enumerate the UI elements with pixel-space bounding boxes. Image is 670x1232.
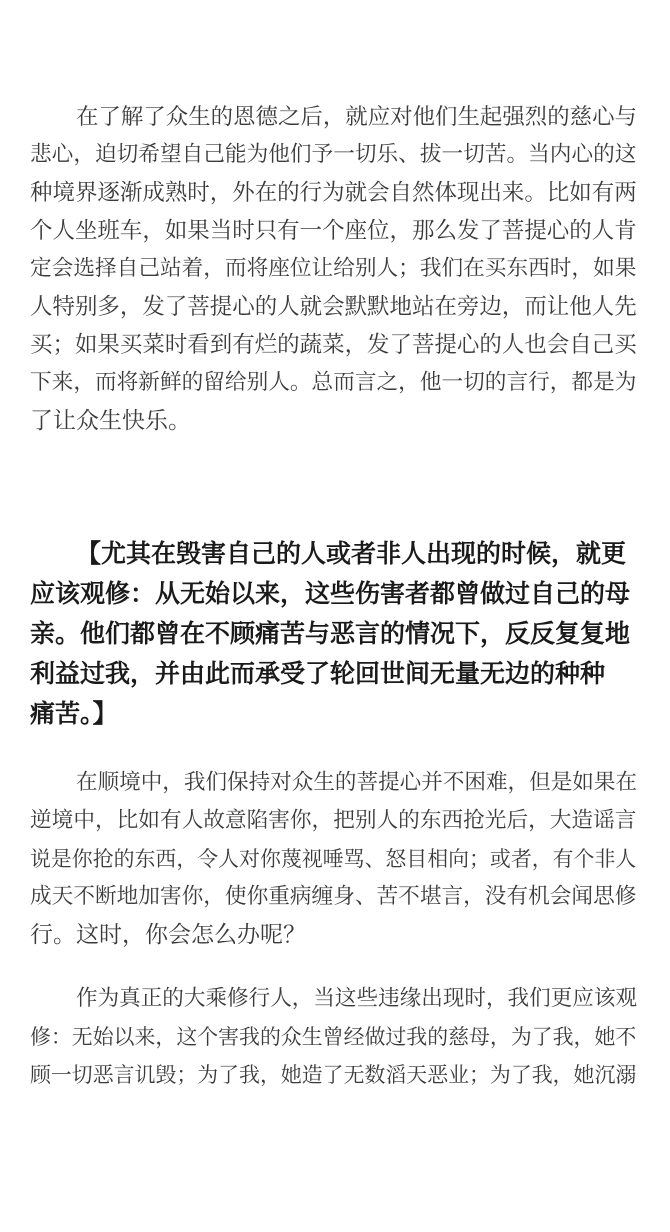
text-line: 成天不断地加害你，使你重病缠身、苦不堪言，没有机会闻思修 xyxy=(30,884,637,909)
text-line: 悲心，迫切希望自己能为他们予一切乐、拔一切苦。当内心的这 xyxy=(30,142,637,167)
quote-line: 利益过我，并由此而承受了轮回世间无量无边的种种 xyxy=(30,659,606,688)
text-line: 在顺境中，我们保持对众生的菩提心并不困难，但是如果在 xyxy=(76,770,638,795)
text-line: 逆境中，比如有人故意陷害你，把别人的东西抢光后，大造谣言 xyxy=(30,808,637,833)
paragraph-3 xyxy=(30,980,640,1094)
text-line: 种境界逐渐成熟时，外在的行为就会自然体现出来。比如有两 xyxy=(30,180,637,206)
quote-line: 应该观修：从无始以来，这些伤害者都曾做过自己的母 xyxy=(30,579,631,608)
text-line: 了让众生快乐。 xyxy=(30,408,191,434)
quote-line: 【尤其在毁害自己的人或者非人出现的时候，就更 xyxy=(76,539,627,568)
quote-line: 亲。他们都曾在不顾痛苦与恶言的情况下，反反复复地 xyxy=(30,619,631,648)
text-line: 顾一切恶言讥毁；为了我，她造了无数滔天恶业；为了我，她沉溺 xyxy=(30,1063,637,1087)
text-line: 说是你抢的东西，令人对你蔑视唾骂、怒目相向；或者，有个非人 xyxy=(30,847,637,871)
text-line: 作为真正的大乘修行人，当这些违缘出现时，我们更应该观 xyxy=(76,986,638,1011)
paragraph-1 xyxy=(30,98,640,440)
text-line: 下来，而将新鲜的留给别人。总而言之，他一切的言行，都是为 xyxy=(30,370,637,395)
bold-quote-root-text xyxy=(30,534,640,734)
text-line: 行。这时，你会怎么办呢？ xyxy=(30,922,306,948)
text-line: 定会选择自己站着，而将座位让给别人；我们在买东西时，如果 xyxy=(30,256,637,281)
text-line: 修：无始以来，这个害我的众生曾经做过我的慈母，为了我，她不 xyxy=(30,1025,637,1049)
text-line: 在了解了众生的恩德之后，就应对他们生起强烈的慈心与 xyxy=(76,104,637,130)
paragraph-2 xyxy=(30,764,640,954)
quote-line: 痛苦。】 xyxy=(30,699,118,728)
text-line: 买；如果买菜时看到有烂的蔬菜，发了菩提心的人也会自己买 xyxy=(30,332,637,358)
text-line: 个人坐班车，如果当时只有一个座位，那么发了菩提心的人肯 xyxy=(30,218,637,244)
text-line: 人特别多，发了菩提心的人就会默默地站在旁边，而让他人先 xyxy=(30,294,637,320)
